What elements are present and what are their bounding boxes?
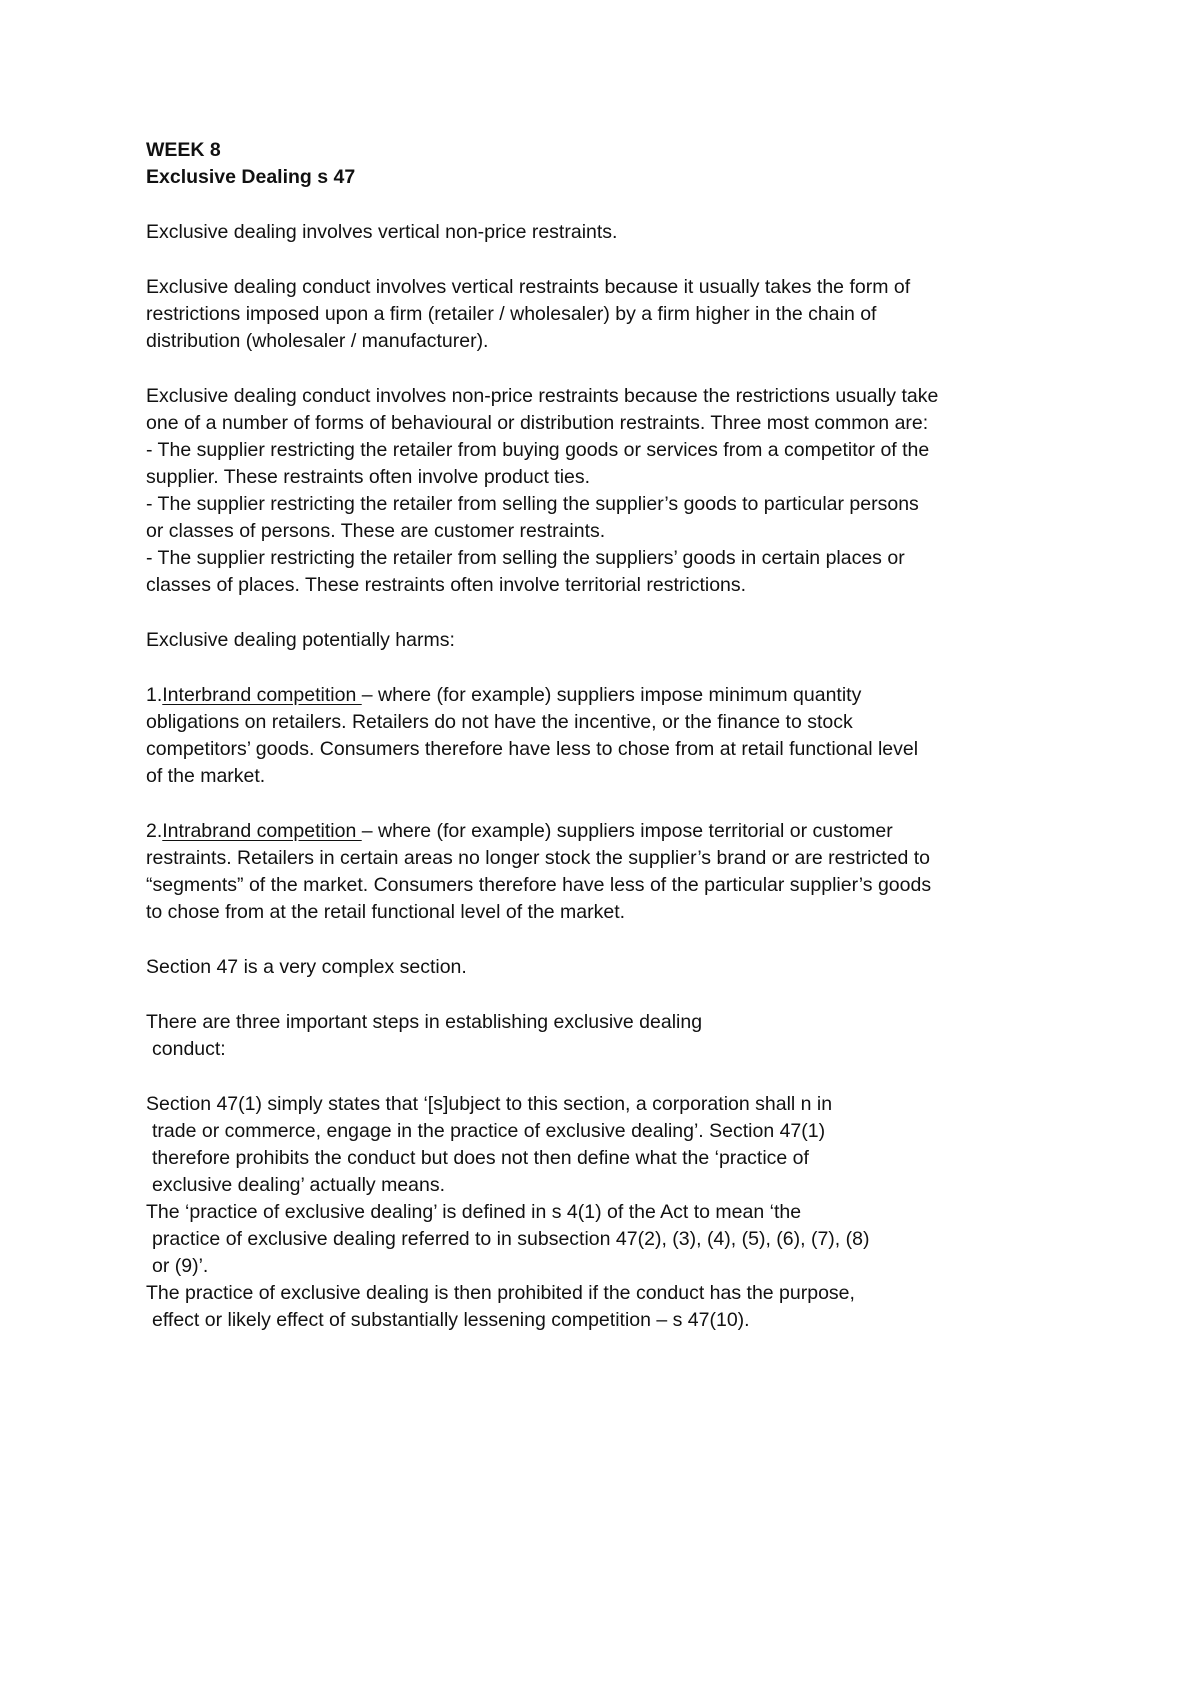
item-term: Interbrand competition bbox=[162, 684, 362, 706]
paragraph-line: restrictions imposed upon a firm (retailer / wholesaler) by a firm higher in the chain of bbox=[146, 303, 877, 325]
list-item: - The supplier restricting the retailer from selling the supplier’s goods to particular persons bbox=[146, 493, 919, 515]
paragraph-line: restraints. Retailers in certain areas no longer stock the supplier’s brand or are restricted to bbox=[146, 847, 930, 869]
paragraph-line: Section 47(1) simply states that ‘[s]ubject to this section, a corporation shall n in bbox=[146, 1093, 833, 1115]
paragraph-line: distribution (wholesaler / manufacturer). bbox=[146, 330, 489, 352]
item-text: – where (for example) suppliers impose minimum quantity bbox=[361, 684, 862, 706]
numbered-item-intrabrand bbox=[146, 817, 893, 845]
harms-intro: Exclusive dealing potentially harms: bbox=[146, 629, 455, 651]
numbered-item-interbrand bbox=[146, 681, 861, 709]
item-text: – where (for example) suppliers impose territorial or customer bbox=[361, 820, 893, 842]
item-term: Intrabrand competition bbox=[162, 820, 362, 842]
week-label: WEEK 8 bbox=[146, 139, 221, 161]
paragraph-line: classes of places. These restraints often involve territorial restrictions. bbox=[146, 574, 747, 596]
paragraph-line: effect or likely effect of substantially lessening competition – s 47(10). bbox=[152, 1309, 750, 1331]
paragraph-line: or classes of persons. These are customer restraints. bbox=[146, 520, 606, 542]
intro-paragraph: Exclusive dealing involves vertical non-price restraints. bbox=[146, 221, 618, 243]
section-note: Section 47 is a very complex section. bbox=[146, 956, 467, 978]
paragraph-line: of the market. bbox=[146, 765, 266, 787]
paragraph-line: one of a number of forms of behavioural or distribution restraints. Three most common are: bbox=[146, 412, 929, 434]
paragraph-line: obligations on retailers. Retailers do not have the incentive, or the finance to stock bbox=[146, 711, 853, 733]
paragraph-line: supplier. These restraints often involve product ties. bbox=[146, 466, 591, 488]
list-item: - The supplier restricting the retailer from buying goods or services from a competitor of the bbox=[146, 439, 930, 461]
paragraph-line: conduct: bbox=[152, 1038, 226, 1060]
paragraph-line: therefore prohibits the conduct but does not then define what the ‘practice of bbox=[152, 1147, 809, 1169]
paragraph-line: Exclusive dealing conduct involves vertical restraints because it usually takes the form of bbox=[146, 276, 911, 298]
item-number: 1. bbox=[146, 684, 163, 706]
paragraph-line: practice of exclusive dealing referred to in subsection 47(2), (3), (4), (5), (6), (7), (8) bbox=[152, 1228, 870, 1250]
paragraph-line: or (9)’. bbox=[152, 1255, 209, 1277]
paragraph-line: The practice of exclusive dealing is then prohibited if the conduct has the purpose, bbox=[146, 1282, 855, 1304]
paragraph-line: Exclusive dealing conduct involves non-price restraints because the restrictions usually take bbox=[146, 385, 939, 407]
paragraph-line: exclusive dealing’ actually means. bbox=[152, 1174, 446, 1196]
item-number: 2. bbox=[146, 820, 163, 842]
paragraph-line: to chose from at the retail functional level of the market. bbox=[146, 901, 626, 923]
paragraph-line: There are three important steps in establishing exclusive dealing bbox=[146, 1011, 703, 1033]
paragraph-line: trade or commerce, engage in the practice of exclusive dealing’. Section 47(1) bbox=[152, 1120, 826, 1142]
paragraph-line: “segments” of the market. Consumers therefore have less of the particular supplier’s goods bbox=[146, 874, 932, 896]
paragraph-line: The ‘practice of exclusive dealing’ is defined in s 4(1) of the Act to mean ‘the bbox=[146, 1201, 802, 1223]
list-item: - The supplier restricting the retailer from selling the suppliers’ goods in certain places or bbox=[146, 547, 905, 569]
page-title: Exclusive Dealing s 47 bbox=[146, 166, 356, 188]
paragraph-line: competitors’ goods. Consumers therefore have less to chose from at retail functional level bbox=[146, 738, 919, 760]
